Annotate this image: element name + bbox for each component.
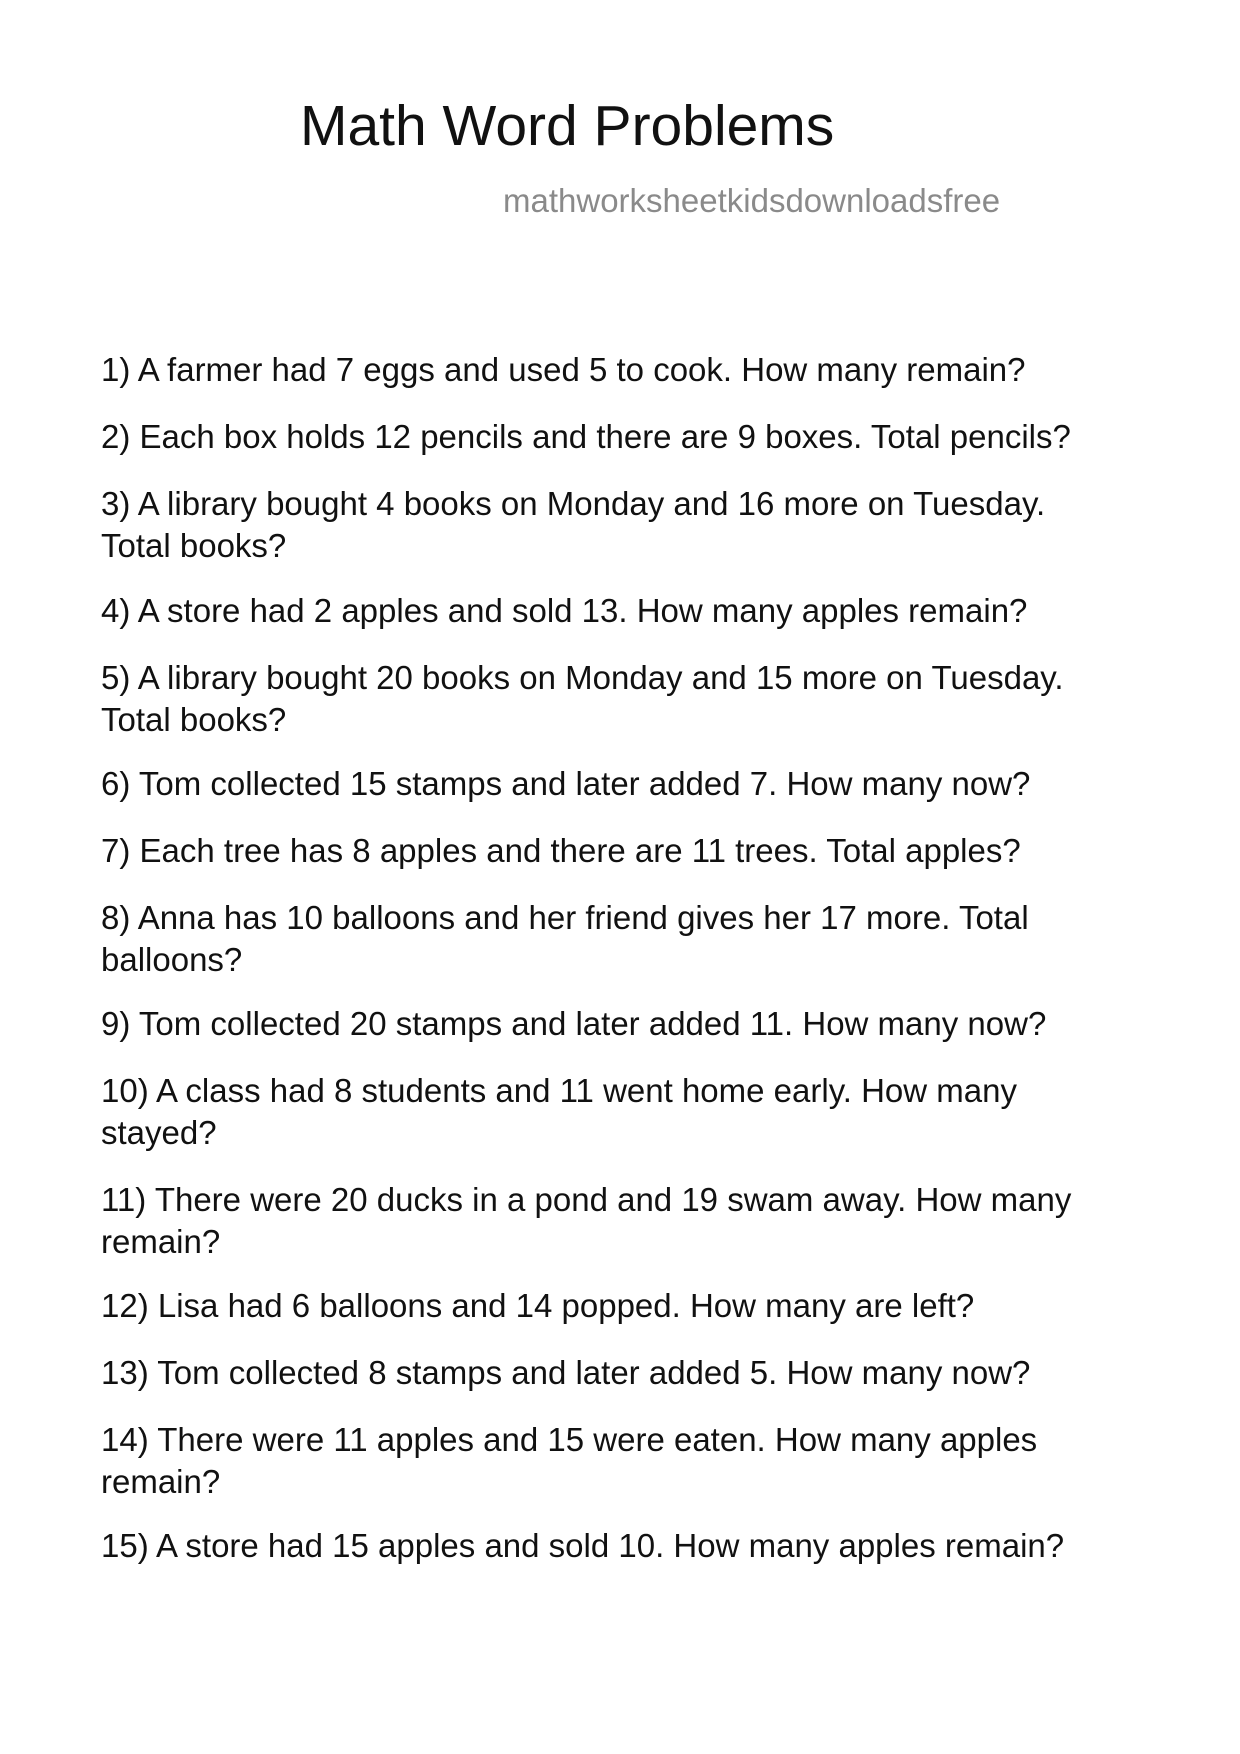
page-title: Math Word Problems xyxy=(300,94,835,158)
problem-4: 4) A store had 2 apples and sold 13. How many apples remain? xyxy=(101,592,1028,629)
problem-3: 3) A library bought 4 books on Monday and 16 more on Tuesday. Total books? xyxy=(101,485,1046,564)
problem-2: 2) Each box holds 12 pencils and there are 9 boxes. Total pencils? xyxy=(101,418,1071,455)
problem-1: 1) A farmer had 7 eggs and used 5 to cook. How many remain? xyxy=(101,351,1026,388)
problem-14: 14) There were 11 apples and 15 were eaten. How many apples remain? xyxy=(101,1421,1038,1500)
problem-8: 8) Anna has 10 balloons and her friend gives her 17 more. Total balloons? xyxy=(101,899,1029,978)
problem-13: 13) Tom collected 8 stamps and later added 5. How many now? xyxy=(101,1354,1031,1391)
problem-6: 6) Tom collected 15 stamps and later added 7. How many now? xyxy=(101,765,1031,802)
problem-12: 12) Lisa had 6 balloons and 14 popped. How many are left? xyxy=(101,1287,975,1324)
problem-7: 7) Each tree has 8 apples and there are 11 trees. Total apples? xyxy=(101,832,1021,869)
problem-10: 10) A class had 8 students and 11 went home early. How many stayed? xyxy=(101,1072,1017,1151)
problem-9: 9) Tom collected 20 stamps and later added 11. How many now? xyxy=(101,1005,1047,1042)
page-subtitle: mathworksheetkidsdownloadsfree xyxy=(503,182,1001,219)
problem-5: 5) A library bought 20 books on Monday and 15 more on Tuesday. Total books? xyxy=(101,659,1064,738)
problem-11: 11) There were 20 ducks in a pond and 19 swam away. How many remain? xyxy=(101,1181,1072,1260)
problem-15: 15) A store had 15 apples and sold 10. How many apples remain? xyxy=(101,1527,1065,1564)
